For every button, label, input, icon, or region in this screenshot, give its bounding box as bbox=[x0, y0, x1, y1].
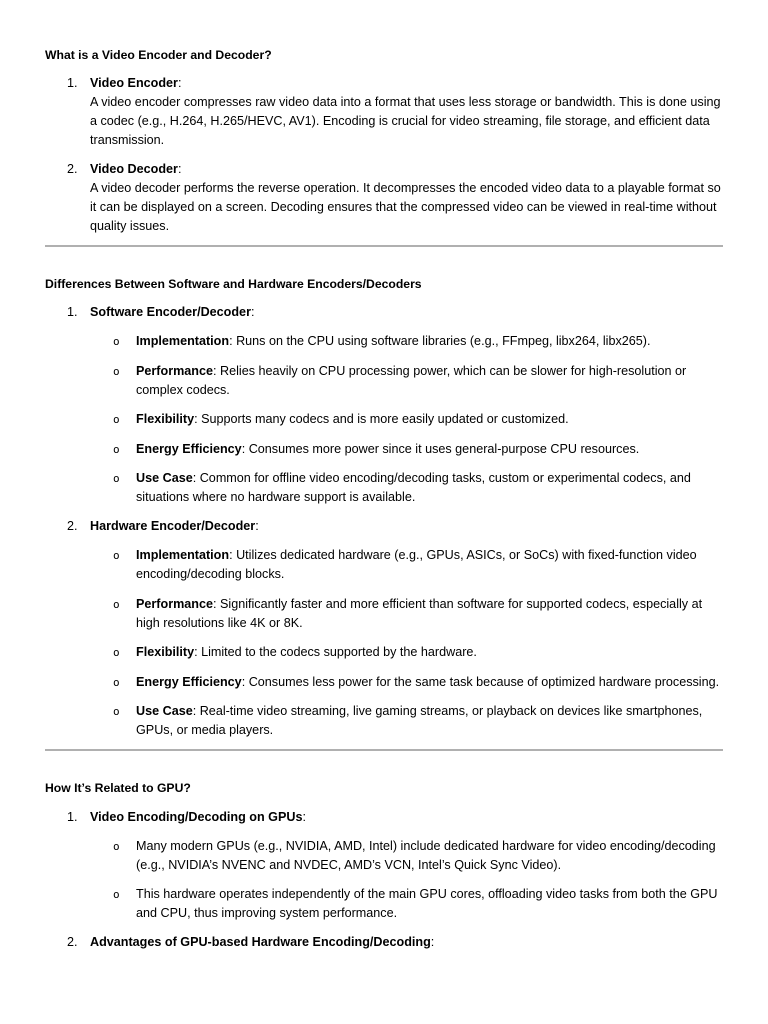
section-heading-what-is: What is a Video Encoder and Decoder? bbox=[45, 48, 272, 62]
bullet-label: Flexibility bbox=[136, 645, 195, 659]
bullet-label: Implementation bbox=[136, 548, 230, 562]
bullet-text: : Significantly faster and more efficient than software for supported codecs, especially at high resolutions like 4K or 8K. bbox=[136, 597, 703, 630]
list-number: 1. bbox=[67, 305, 78, 319]
item-title: Advantages of GPU-based Hardware Encoding/Decoding bbox=[90, 935, 431, 949]
item-colon: : bbox=[255, 519, 259, 533]
item-title: Software Encoder/Decoder bbox=[90, 305, 251, 319]
list-item-hardware-encoder bbox=[67, 517, 727, 536]
bullet-marker: o bbox=[113, 335, 120, 348]
section-divider bbox=[45, 245, 723, 247]
bullet-label: Use Case bbox=[136, 704, 193, 718]
item-title: Video Encoder bbox=[90, 76, 178, 90]
bullet-energy-efficiency bbox=[113, 440, 723, 459]
bullet-marker: o bbox=[113, 840, 120, 853]
item-title: Hardware Encoder/Decoder bbox=[90, 519, 256, 533]
bullet-text: : Runs on the CPU using software libraries (e.g., FFmpeg, libx264, libx265). bbox=[229, 334, 651, 348]
bullet-use-case bbox=[113, 469, 723, 507]
bullet-text: : Limited to the codecs supported by the hardware. bbox=[194, 645, 477, 659]
bullet-flexibility bbox=[113, 643, 723, 662]
bullet-marker: o bbox=[113, 472, 120, 485]
list-number: 2. bbox=[67, 935, 78, 949]
bullet-text: This hardware operates independently of the main GPU cores, offloading video tasks from both the GPU and CPU, thus improving system performance. bbox=[136, 887, 718, 920]
bullet-label: Performance bbox=[136, 597, 213, 611]
list-item-video-encoder bbox=[67, 74, 727, 150]
item-title: Video Encoding/Decoding on GPUs bbox=[90, 810, 303, 824]
item-description: A video decoder performs the reverse operation. It decompresses the encoded video data to a playable format so it can be displayed on a screen. Decoding ensures that the compressed video can be viewed in real-time without quality issues. bbox=[90, 181, 721, 233]
bullet-marker: o bbox=[113, 365, 120, 378]
list-number: 1. bbox=[67, 76, 78, 90]
item-colon: : bbox=[302, 810, 306, 824]
bullet-independent-hardware bbox=[113, 885, 723, 923]
item-colon: : bbox=[177, 162, 182, 176]
bullet-performance bbox=[113, 595, 723, 633]
list-item-software-encoder bbox=[67, 303, 727, 322]
list-item-gpu-advantages bbox=[67, 933, 727, 952]
bullet-flexibility bbox=[113, 410, 723, 429]
section-divider bbox=[45, 749, 723, 751]
list-item-gpu-encoding bbox=[67, 808, 727, 827]
bullet-modern-gpus bbox=[113, 837, 723, 875]
bullet-label: Flexibility bbox=[136, 412, 195, 426]
item-colon: : bbox=[177, 76, 182, 90]
bullet-marker: o bbox=[113, 443, 120, 456]
bullet-use-case bbox=[113, 702, 723, 740]
bullet-text: : Common for offline video encoding/decoding tasks, custom or experimental codecs, and situations where no hardware support is available. bbox=[136, 471, 691, 504]
bullet-label: Energy Efficiency bbox=[136, 442, 242, 456]
list-number: 1. bbox=[67, 810, 78, 824]
bullet-text: : Consumes less power for the same task because of optimized hardware processing. bbox=[241, 675, 720, 689]
item-colon: : bbox=[430, 935, 435, 949]
bullet-label: Implementation bbox=[136, 334, 230, 348]
bullet-text: : Relies heavily on CPU processing power, which can be slower for high-resolution or complex codecs. bbox=[136, 364, 687, 397]
bullet-text: Many modern GPUs (e.g., NVIDIA, AMD, Intel) include dedicated hardware for video encoding/decoding (e.g., NVIDIA’s NVENC and NVDEC, AMD’s VCN, Intel’s Quick Sync Video). bbox=[136, 839, 716, 872]
item-title: Video Decoder bbox=[90, 162, 178, 176]
bullet-label: Use Case bbox=[136, 471, 193, 485]
bullet-marker: o bbox=[113, 549, 120, 562]
bullet-implementation bbox=[113, 546, 723, 584]
bullet-marker: o bbox=[113, 646, 120, 659]
bullet-label: Energy Efficiency bbox=[136, 675, 242, 689]
section-heading-differences: Differences Between Software and Hardware Encoders/Decoders bbox=[45, 277, 422, 291]
bullet-text: : Utilizes dedicated hardware (e.g., GPUs, ASICs, or SoCs) with fixed-function video encoding/decoding blocks. bbox=[136, 548, 697, 581]
item-description: A video encoder compresses raw video data into a format that uses less storage or bandwidth. This is done using a codec (e.g., H.264, H.265/HEVC, AV1). Encoding is crucial for video streaming, file storage, and efficient data transmission. bbox=[90, 95, 721, 147]
bullet-performance bbox=[113, 362, 723, 400]
bullet-marker: o bbox=[113, 413, 120, 426]
list-number: 2. bbox=[67, 519, 78, 533]
list-number: 2. bbox=[67, 162, 78, 176]
bullet-marker: o bbox=[113, 705, 120, 718]
list-item-video-decoder bbox=[67, 160, 727, 236]
bullet-text: : Real-time video streaming, live gaming streams, or playback on devices like smartphones, GPUs, or media players. bbox=[136, 704, 703, 737]
bullet-energy-efficiency bbox=[113, 673, 723, 692]
bullet-marker: o bbox=[113, 598, 120, 611]
bullet-implementation bbox=[113, 332, 723, 351]
bullet-label: Performance bbox=[136, 364, 213, 378]
section-heading-gpu: How It’s Related to GPU? bbox=[45, 781, 191, 795]
bullet-marker: o bbox=[113, 676, 120, 689]
item-colon: : bbox=[250, 305, 255, 319]
bullet-marker: o bbox=[113, 888, 120, 901]
bullet-text: : Consumes more power since it uses general-purpose CPU resources. bbox=[241, 442, 640, 456]
bullet-text: : Supports many codecs and is more easily updated or customized. bbox=[194, 412, 569, 426]
